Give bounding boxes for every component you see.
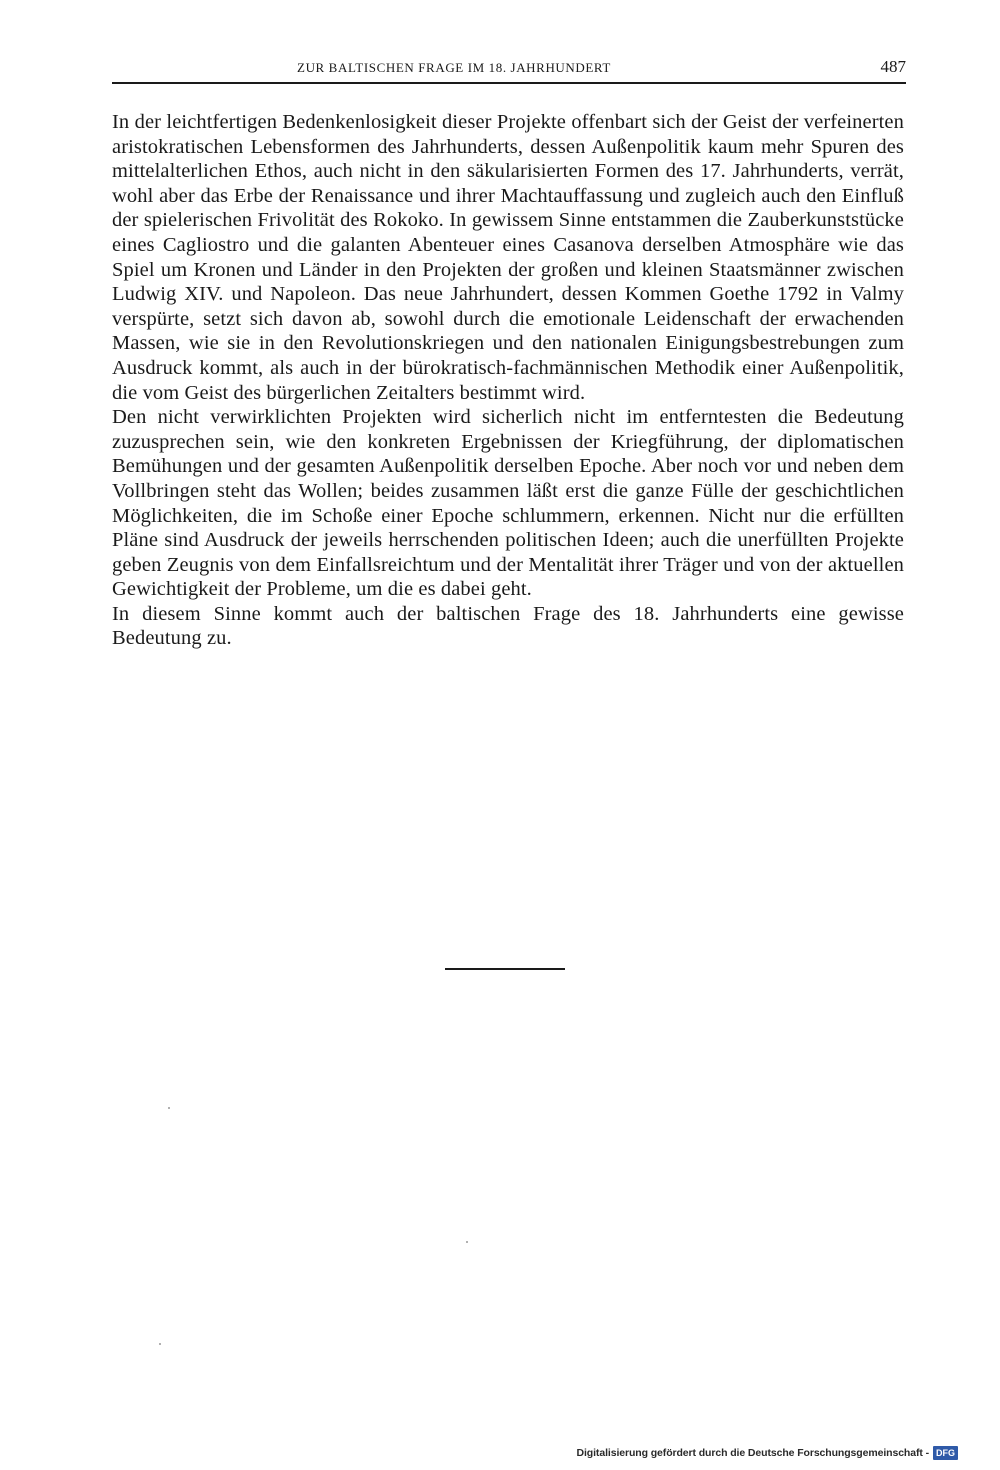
dfg-logo: DFG: [933, 1446, 958, 1460]
paragraph-2: Den nicht verwirklichten Projekten wird sicherlich nicht im entferntesten die Bedeutung zuzusprechen sein, wie den konkreten Ergebnissen der Kriegführung, der diplomatischen Bemühungen und der gesamten Außenpolitik derselben Epoche. Aber noch vor und neben dem Vollbringen steht das Wollen; beides zusammen läßt erst die ganze Fülle der geschichtlichen Möglichkeiten, die im Schoße einer Epoche schlummern, erkennen. Nicht nur die erfüllten Pläne sind Ausdruck der jeweils herrschenden politischen Ideen; auch die unerfüllten Projekte geben Zeugnis von dem Einfallsreichtum und der Mentalität ihrer Träger und von der aktuellen Gewichtigkeit der Probleme, um die es dabei geht.: [112, 406, 904, 601]
scan-speck: [466, 1241, 468, 1243]
scan-speck: [168, 1107, 170, 1109]
credit-text: Digitalisierung gefördert durch die Deutsche Forschungsgemeinschaft -: [576, 1447, 929, 1459]
running-header: [112, 56, 906, 84]
scan-speck: [159, 1343, 161, 1345]
digitization-credit: [577, 1444, 959, 1462]
paragraph-1: In der leichtfertigen Bedenkenlosigkeit dieser Projekte offenbart sich der Geist der verfeinerten aristokratischen Lebensformen des Jahrhunderts, dessen Außenpolitik kaum mehr Spuren des mittelalterlichen Ethos, auch nicht in den säkularisierten Formen des 17. Jahrhunderts, verrät, wohl aber das Erbe der Renaissance und ihrer Machtauffassung und zugleich auch den Einfluß der spielerischen Frivolität des Rokoko. In gewissem Sinne entstammen die Zauberkunststücke eines Cagliostro und die galanten Abenteuer eines Casanova derselben Atmosphäre wie das Spiel um Kronen und Länder in den Projekten der großen und kleinen Staatsmänner zwischen Ludwig XIV. und Napoleon. Das neue Jahrhundert, dessen Kommen Goethe 1792 in Valmy verspürte, setzt sich davon ab, sowohl durch die emotionale Leidenschaft der erwachenden Massen, wie sie in den Revolutionskriegen und den nationalen Einigungsbestrebungen zum Ausdruck kommt, als auch in der bürokratisch-fachmännischen Methodik einer Außenpolitik, die vom Geist des bürgerlichen Zeitalters bestimmt wird.: [112, 111, 904, 404]
running-title: ZUR BALTISCHEN FRAGE IM 18. JAHRHUNDERT: [297, 60, 611, 75]
body-text: [112, 110, 904, 651]
paragraph-3: In diesem Sinne kommt auch der baltischen Frage des 18. Jahrhunderts eine gewisse Bedeutung zu.: [112, 602, 904, 650]
section-end-rule: [445, 968, 565, 970]
page-number: 487: [880, 57, 906, 76]
